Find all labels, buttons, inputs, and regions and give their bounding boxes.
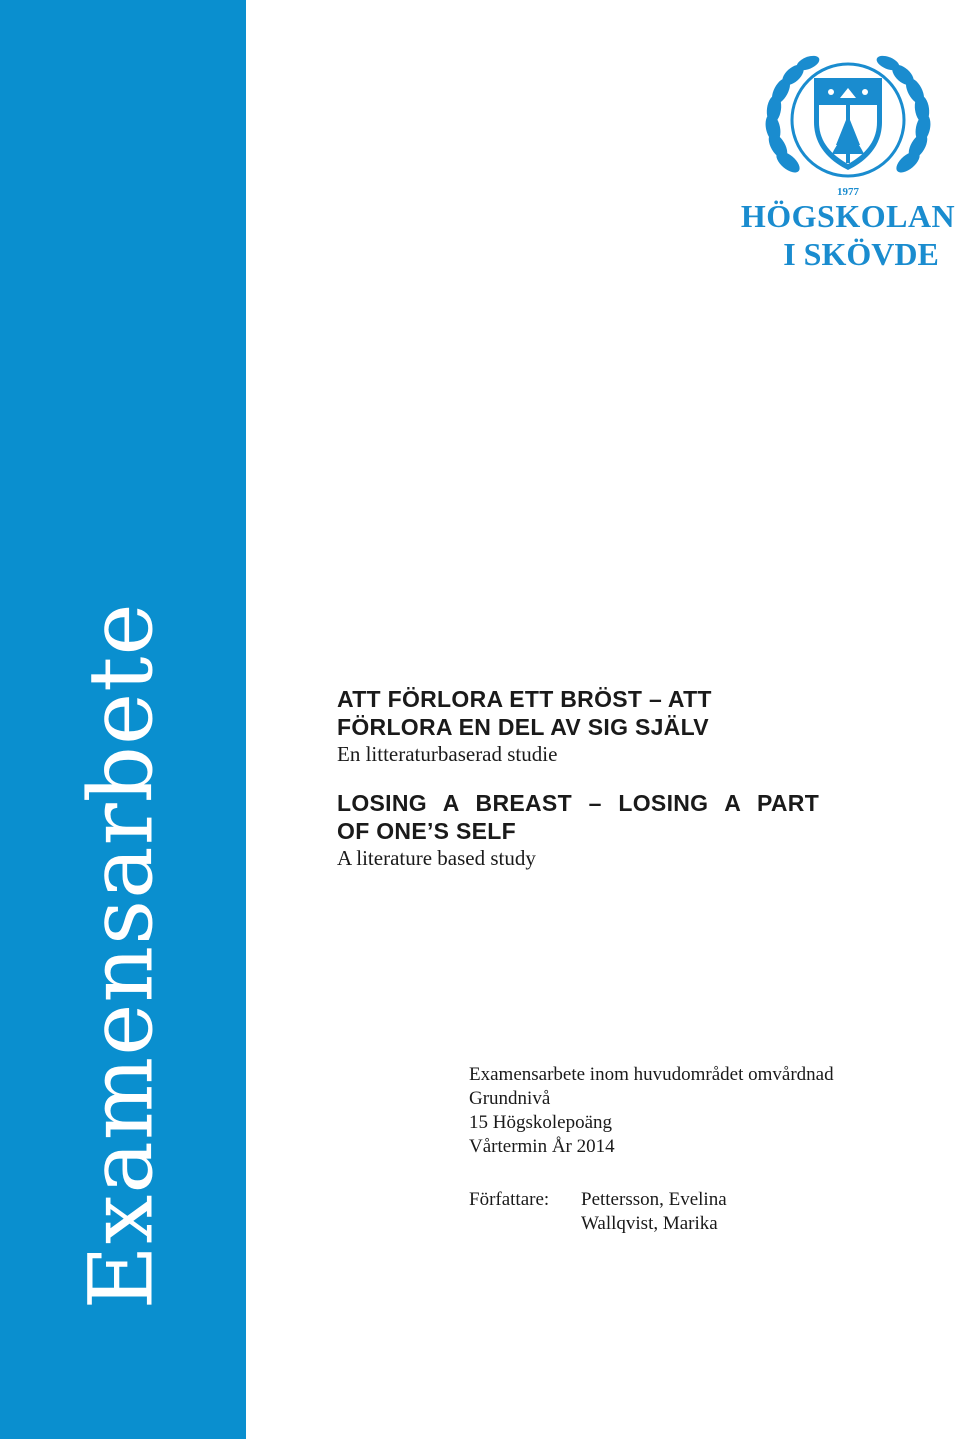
author-name: Wallqvist, Marika — [581, 1213, 718, 1234]
info-line-credits: 15 Högskolepoäng — [469, 1112, 613, 1133]
swedish-title-line1: ATT FÖRLORA ETT BRÖST – ATT — [337, 686, 712, 712]
english-subtitle: A literature based study — [337, 846, 536, 870]
info-line-term: Vårtermin År 2014 — [469, 1136, 615, 1157]
thesis-info — [469, 1063, 949, 1159]
info-line-subject: Examensarbete inom huvudområdet omvårdnad — [469, 1064, 834, 1085]
university-crest-icon — [736, 50, 960, 200]
logo-name-line1: HÖGSKOLAN — [740, 198, 956, 234]
swedish-subtitle: En litteraturbaserad studie — [337, 742, 558, 766]
info-line-level: Grundnivå — [469, 1088, 551, 1109]
side-bar — [0, 0, 246, 1439]
side-bar-label: Examensarbete — [69, 602, 173, 1310]
english-title-line2: OF ONE’S SELF — [337, 818, 516, 844]
university-logo — [736, 50, 960, 272]
logo-name-line2: I SKÖVDE — [783, 236, 939, 272]
authors-label: Författare: — [469, 1189, 550, 1210]
thesis-titles — [337, 685, 927, 871]
english-title-line1: LOSING A BREAST – LOSING A PART — [337, 790, 820, 816]
swedish-title-line2: FÖRLORA EN DEL AV SIG SJÄLV — [337, 714, 709, 740]
authors-names — [581, 1188, 727, 1236]
logo-year: 1977 — [837, 186, 859, 198]
author-name: Pettersson, Evelina — [581, 1189, 727, 1210]
